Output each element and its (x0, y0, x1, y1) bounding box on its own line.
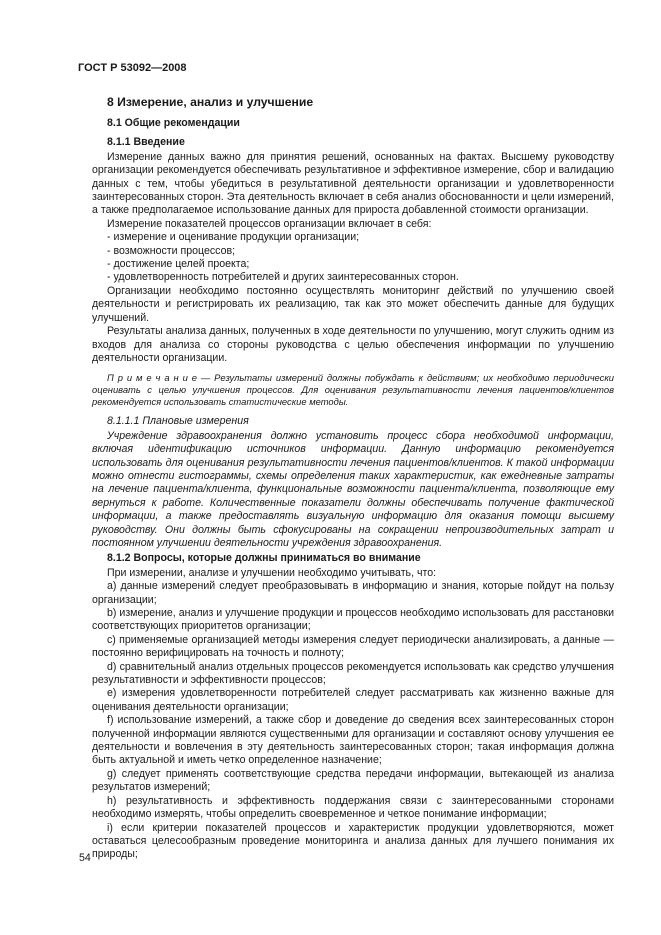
paragraph: Организации необходимо постоянно осуществлять мониторинг действий по улучшению своей деятельности и регистрировать их реализацию, так как это может обеспечить данные для будущих улучшений. (92, 284, 614, 324)
note: П р и м е ч а н и е — Результаты измерений должны побуждать к действиям; их необходимо периодически оценивать с целью улучшения процессов. Для оценивания результативности лечения пациентов/клиентов рекомендуется использовать статистические методы. (92, 372, 614, 408)
section-heading: 8 Измерение, анализ и улучшение (107, 95, 314, 109)
document-header: ГОСТ Р 53092—2008 (78, 62, 187, 74)
list-item: b) измерение, анализ и улучшение продукции и процессов необходимо использовать для расстановки соответствующих приоритетов организации; (92, 607, 614, 633)
list-item: h) результативность и эффективность поддержания связи с заинтересованными сторонами необходимо измерять, чтобы определить своевременное и четкое понимание информации; (92, 794, 614, 821)
paragraph: При измерении, анализе и улучшении необходимо учитывать, что: (107, 566, 437, 579)
paragraph: Результаты анализа данных, полученных в ходе деятельности по улучшению, могут служить одним из входов для анализа со стороны руководства с целью обеспечения информации по улучшению деятельности организации. (92, 325, 614, 364)
clause-heading-8-1-2: 8.1.2 Вопросы, которые должны приниматься во внимание (107, 552, 421, 565)
clause-heading-8-1-1-1: 8.1.1.1 Плановые измерения (107, 415, 249, 428)
paragraph: Учреждение здравоохранения должно установить процесс сбора необходимой информации, включая идентификацию источников информации. Данную информацию рекомендуется использовать для оценивания результативности лечения пациентов/клиентов. К такой информации можно отнести гистограммы, схемы определения таких характеристик, как ежедневные затраты на лечение пациента/клиента, функциональные возможности пациента/клиента, позволяющие ему вернуться к работе. Количественные показатели должны обеспечивать получение фактической информации, а также предоставлять визуальную информацию для оказания помощи высшему руководству. Они должны быть сфокусированы на сокращении непроизводительных затрат и постоянном улучшении деятельности учреждения здравоохранения. (92, 429, 614, 549)
list-item: - измерение и оценивание продукции организации; (107, 231, 360, 244)
clause-heading-8-1-1: 8.1.1 Введение (107, 136, 185, 149)
list-item: f) использование измерений, а также сбор и доведение до сведения всех заинтересованных сторон полученной информации являются существенными для организации и составляют основу улучшения ее деятельности и вовлечения в эту деятельность заинтересованных сторон; такая информация должна быть актуальной и иметь четко определенное назначение; (92, 714, 614, 767)
list-item: e) измерения удовлетворенности потребителей следует рассматривать как жизненно важные для оценивания деятельности организации; (92, 687, 614, 713)
page-number: 54 (79, 852, 91, 864)
list-item: c) применяемые организацией методы измерения следует периодически анализировать, а данные — постоянно верифицировать на точность и полноту; (92, 633, 614, 660)
list-item: a) данные измерений следует преобразовывать в информацию и знания, которые пойдут на пользу организации; (92, 580, 614, 606)
paragraph: Измерение данных важно для принятия решений, основанных на фактах. Высшему руководству организации рекомендуется обеспечивать результативное и эффективное измерение, сбор и валидацию данных с тем, чтобы убедиться в результативной деятельности организации и удовлетворенности заинтересованных сторон. Эта деятельность включает в себя анализ обоснованности и цели измерений, а также предполагаемое использование данных для прироста добавленной стоимости организации. (92, 150, 614, 217)
list-item: - достижение целей проекта; (107, 258, 250, 271)
document-body (92, 95, 614, 862)
subsection-heading: 8.1 Общие рекомендации (107, 117, 240, 129)
list-item: - удовлетворенность потребителей и других заинтересованных сторон. (107, 271, 459, 284)
list-item: - возможности процессов; (107, 244, 236, 257)
list-item: d) сравнительный анализ отдельных процессов рекомендуется использовать как средство улучшения результативности и эффективности процессов; (92, 660, 614, 687)
list-item: i) если критерии показателей процессов и характеристик продукции удовлетворяются, может оставаться целесообразным проведение мониторинга и анализа данных для лучшего понимания их природы; (92, 821, 614, 861)
paragraph: Измерение показателей процессов организации включает в себя: (107, 217, 432, 230)
list-item: g) следует применять соответствующие средства передачи информации, вытекающей из анализа результатов измерений; (92, 767, 614, 794)
